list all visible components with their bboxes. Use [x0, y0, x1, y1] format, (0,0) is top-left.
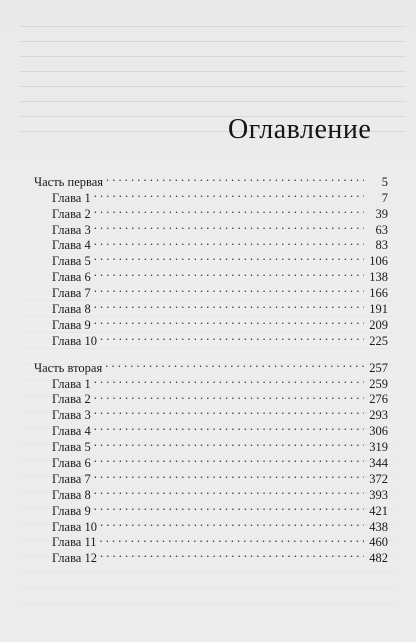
page-number: 421 — [369, 503, 388, 518]
page-number: 209 — [369, 317, 388, 332]
page-number: 438 — [369, 519, 388, 534]
page-number: 106 — [369, 254, 388, 269]
chapter-title: Глава 6 — [52, 270, 91, 285]
dot-leader — [94, 202, 364, 218]
page-number: 63 — [375, 222, 388, 237]
dot-leader — [94, 297, 364, 313]
chapter-title: Глава 3 — [52, 408, 91, 423]
chapter-title: Глава 11 — [52, 535, 97, 550]
page-number: 5 — [381, 174, 388, 189]
page-number: 372 — [369, 471, 388, 486]
page-number: 83 — [375, 238, 388, 253]
part-title: Часть первая — [34, 174, 104, 189]
chapter-title: Глава 8 — [52, 487, 91, 502]
dot-leader — [94, 281, 364, 297]
page-number: 319 — [369, 440, 388, 455]
page-number: 293 — [369, 408, 388, 423]
dot-leader — [100, 329, 364, 345]
dot-leader — [94, 313, 364, 329]
dot-leader — [94, 388, 364, 404]
dot-leader — [105, 356, 364, 372]
page-number: 7 — [381, 190, 388, 205]
dot-leader — [94, 249, 364, 265]
page-number: 166 — [369, 286, 388, 301]
dot-leader — [94, 419, 364, 435]
chapter-title: Глава 9 — [52, 503, 91, 518]
chapter-title: Глава 4 — [52, 238, 91, 253]
chapter-title: Глава 7 — [52, 471, 91, 486]
dot-leader — [94, 451, 364, 467]
chapter-title: Глава 8 — [52, 302, 91, 317]
page-number: 344 — [369, 456, 388, 471]
dot-leader — [100, 531, 364, 547]
page-number: 393 — [369, 487, 388, 502]
toc-part-entry — [34, 170, 388, 189]
page-title: Оглавление — [228, 114, 372, 145]
page-number: 191 — [369, 302, 388, 317]
page-number: 138 — [369, 270, 388, 285]
dot-leader — [94, 467, 364, 483]
dot-leader — [100, 515, 364, 531]
page-number: 460 — [369, 535, 388, 550]
page-number: 482 — [369, 551, 388, 566]
dot-leader — [94, 372, 364, 388]
toc-part-entry — [34, 356, 388, 375]
chapter-title: Глава 2 — [52, 206, 91, 221]
dot-leader — [106, 170, 364, 186]
page-number: 259 — [369, 376, 388, 391]
dot-leader — [94, 483, 364, 499]
chapter-title: Глава 9 — [52, 317, 91, 332]
dot-leader — [94, 499, 364, 515]
chapter-title: Глава 10 — [52, 333, 97, 348]
chapter-title: Глава 5 — [52, 254, 91, 269]
toc-part-section — [34, 170, 388, 348]
toc-part-section — [34, 356, 388, 566]
chapter-title: Глава 5 — [52, 440, 91, 455]
dot-leader — [94, 403, 364, 419]
dot-leader — [94, 186, 364, 202]
page-number: 276 — [369, 392, 388, 407]
page-number: 39 — [375, 206, 388, 221]
page-number: 225 — [369, 333, 388, 348]
chapter-title: Глава 6 — [52, 456, 91, 471]
part-title: Часть вторая — [34, 360, 103, 375]
dot-leader — [94, 435, 364, 451]
chapter-title: Глава 7 — [52, 286, 91, 301]
chapter-title: Глава 4 — [52, 424, 91, 439]
chapter-title: Глава 10 — [52, 519, 97, 534]
page-number: 257 — [369, 360, 388, 375]
chapter-title: Глава 1 — [52, 190, 91, 205]
table-of-contents — [34, 170, 388, 566]
chapter-title: Глава 1 — [52, 376, 91, 391]
chapter-title: Глава 2 — [52, 392, 91, 407]
dot-leader — [100, 546, 364, 562]
chapter-title: Глава 12 — [52, 551, 97, 566]
chapter-title: Глава 3 — [52, 222, 91, 237]
dot-leader — [94, 265, 364, 281]
page-number: 306 — [369, 424, 388, 439]
dot-leader — [94, 234, 364, 250]
dot-leader — [94, 218, 364, 234]
